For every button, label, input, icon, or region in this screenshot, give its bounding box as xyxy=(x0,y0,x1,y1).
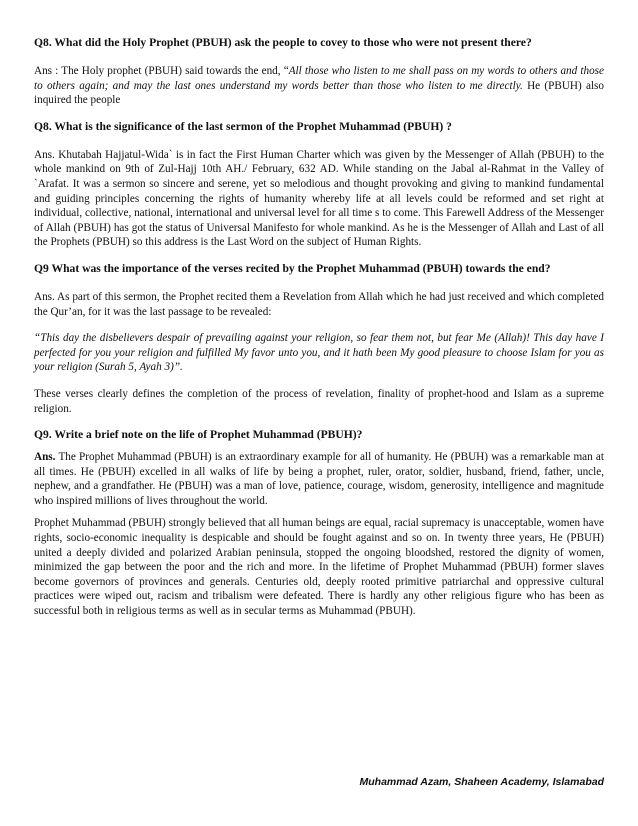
answer-paragraph: Ans. As part of this sermon, the Prophet recited them a Revelation from Allah which he had just received and which completed the Qur’an, for it was the last passage to be revealed: xyxy=(34,290,604,318)
answer-paragraph: Ans. Khutabah Hajjatul-Wida` is in fact the First Human Charter which was given by the Messenger of Allah (PBUH) to the whole mankind on 9th of Zul-Hajj 10th AH./ February, 632 AD. While standing on the Jabal al-Rahmat in the Valley of `Arafat. It was a sermon so sincere and serene, yet so melodious and thought provoking and giving to mankind fundamental and guiding principles concerning the rights of humanity whereby life at all levels could be reformed and set right at individual, collective, national, international and universal level for all time s to come. This Farewell Address of the Messenger of Allah (PBUH) has got the status of Universal Manifesto for whole mankind. As he is the Messenger of Allah and Last of all the Prophets (PBUH) so this address is the Last Word on the subject of Human Rights. xyxy=(34,148,604,249)
question-heading: Q8. What did the Holy Prophet (PBUH) ask the people to covey to those who were not present there? xyxy=(34,36,532,49)
quran-quote: “This day the disbelievers despair of prevailing against your religion, so fear them not, but fear Me (Allah)! This day have I perfected for you your religion and fulfilled My favor unto you, and it hath been My good pleasure to choose Islam for you as your religion (Surah 5, Ayah 3)”. xyxy=(34,332,604,374)
answer-paragraph xyxy=(34,64,604,108)
answer-text: Ans : The Holy prophet (PBUH) said towards the end, “ xyxy=(34,65,289,77)
answer-text: He (PBUH) also inquired the people xyxy=(34,79,604,107)
answer-paragraph: Prophet Muhammad (PBUH) strongly believed that all human beings are equal, racial supremacy is unacceptable, women have rights, socio-economic inequality is despicable and should be fought against and so on. In twenty three years, He (PBUH) united a deeply divided and polarized Arabian peninsula, stopped the ongoing bloodshed, restored the dignity of women, minimized the gap between the poor and the rich and more. In the lifetime of Prophet Muhammad (PBUH) former slaves become governors of provinces and generals. Centuries old, deeply rooted primitive patriarchal and oppressive cultural practices were wiped out, racism and tribalism were defeated. There is hardly any other religious figure who has been as successful both in religious terms as well as in secular terms as Muhammad (PBUH). xyxy=(34,517,604,618)
question-heading: Q9 What was the importance of the verses recited by the Prophet Muhammad (PBUH) towards the end? xyxy=(34,261,551,275)
answer-label: Ans. xyxy=(34,451,56,464)
question-heading: Q8. What is the significance of the last sermon of the Prophet Muhammad (PBUH) ? xyxy=(34,119,452,133)
question-heading: Q9. Write a brief note on the life of Prophet Muhammad (PBUH)? xyxy=(34,428,363,442)
answer-paragraph xyxy=(34,450,604,508)
page-footer: Muhammad Azam, Shaheen Academy, Islamabad xyxy=(359,776,604,788)
answer-text: The Prophet Muhammad (PBUH) is an extraordinary example for all of humanity. He (PBUH) was a remarkable man at all times. He (PBUH) excelled in all walks of life by being a prophet, ruler, orator, soldier, husband, friend, father, uncle, nephew, and a grandfather. He (PBUH) was a man of love, patience, courage, wisdom, generosity, intelligence and magnitude who inspired millions of lives throughout the world. xyxy=(34,451,604,507)
answer-paragraph: These verses clearly defines the completion of the process of revelation, finality of prophet-hood and Islam as a supreme religion. xyxy=(34,387,604,415)
answer-quote: All those who listen to me shall pass on my words to others and those to others again; and may the last ones understand my words better than those who listen to me directly. xyxy=(34,65,604,92)
